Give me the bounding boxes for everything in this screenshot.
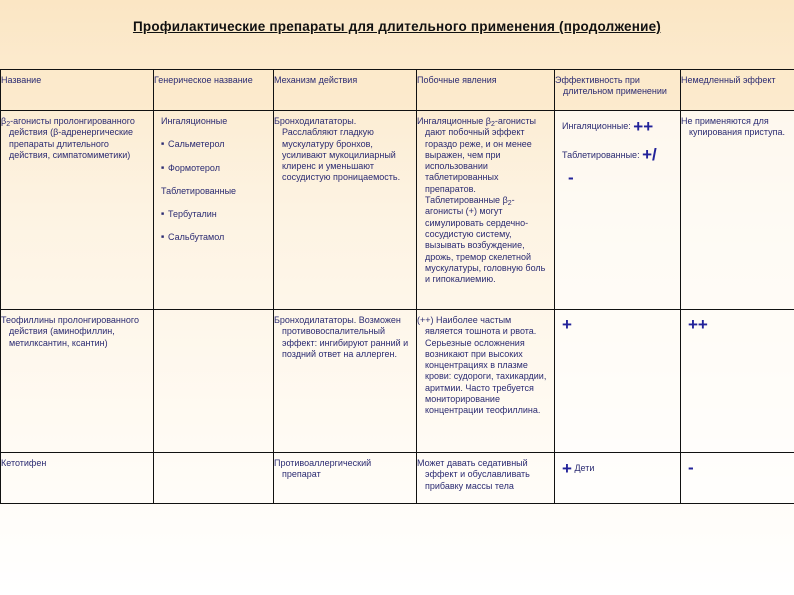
cell-efficacy — [555, 111, 681, 310]
table-row — [1, 111, 794, 310]
cell-generic — [154, 453, 274, 504]
efficacy-line — [562, 458, 674, 479]
cell-immediate — [681, 453, 794, 504]
cell-side-effects: (++) Наиболее частым является тошнота и рвота. Серьезные осложнения возникают при высоких концентрациях в плазме крови: судороги, тахикардии, аритмии. Часто требуется мониторирование концентрации теофиллина. — [417, 310, 555, 453]
header-efficacy: Эффективность при длительном применении — [555, 70, 681, 111]
list-item: ■ Сальбутамол — [161, 232, 267, 243]
rating-mark: - — [688, 458, 694, 477]
group-label: Таблетированные — [161, 185, 237, 196]
cell-immediate: Не применяются для купирования приступа. — [681, 111, 794, 310]
cell-name: Теофиллины пролонгированного действия (аминофиллин, метилксантин, ксантин) — [1, 310, 154, 453]
rating-mark: +/ — [642, 145, 657, 165]
text: Ингаляционные: — [562, 121, 631, 131]
efficacy-note: Дети — [574, 463, 595, 473]
drug-table — [0, 69, 794, 504]
cell-mechanism: Бронходилататоры. Возможен противовоспалительный эффект: ингибируют ранний и поздний ответ на аллерген. — [274, 310, 417, 453]
cell-side-effects — [417, 111, 555, 310]
cell-side-effects: Может давать седативный эффект и обуславливать прибавку массы тела — [417, 453, 555, 504]
header-side-effects: Побочные явления — [417, 70, 555, 111]
list-item: ■ Тербуталин — [161, 209, 267, 220]
cell-generic — [154, 310, 274, 453]
cell-name — [1, 111, 154, 310]
header-immediate: Немедленный эффект — [681, 70, 794, 111]
rating-mark: + — [562, 315, 572, 334]
text: Таблетированные: — [562, 149, 640, 160]
efficacy-line — [562, 116, 674, 137]
text: 2 — [507, 200, 512, 208]
rating-mark: ++ — [688, 315, 708, 334]
efficacy-line — [562, 145, 674, 166]
rating-mark: - — [568, 167, 574, 187]
text: -агонисты дают побочный эффект гораздо реже, и он менее выражен, чем при использовании таблетированных препаратов. Таблетированные β — [425, 116, 537, 206]
slide-title: Профилактические препараты для длительного применения (продолжение) — [132, 19, 662, 34]
header-generic: Генерическое название — [154, 70, 274, 111]
text: Ингаляционные β — [417, 116, 491, 126]
table-header-row — [1, 70, 794, 111]
text: -агонисты пролонгированного действия (β-адренергические препараты длительного действия, симпатомиметики) — [9, 116, 135, 160]
text: 2 — [6, 121, 11, 128]
cell-name: Кетотифен — [1, 453, 154, 504]
rating-mark: ++ — [633, 116, 654, 136]
cell-generic — [154, 111, 274, 310]
list-item: ■ Сальметерол — [161, 139, 267, 150]
table-row — [1, 453, 794, 504]
cell-mechanism: Бронходилататоры. Расслабляют гладкую мускулатуру бронхов, усиливают мукоцилиарный клиренс и уменьшают сосудистую проницаемость. — [274, 111, 417, 310]
rating-mark: + — [562, 458, 572, 478]
text: 2 — [490, 121, 495, 128]
cell-mechanism: Противоаллергический препарат — [274, 453, 417, 504]
cell-efficacy — [555, 310, 681, 453]
header-name: Название — [1, 70, 154, 111]
table-row — [1, 310, 794, 453]
text: -агонисты (+) могут симулировать сердечно-сосудистую систему, вызывать возбуждение, дрожь, тремор скелетной мускулатуры, головную боль и гипокалиемию. — [425, 195, 546, 285]
header-mechanism: Механизм действия — [274, 70, 417, 111]
text: β — [1, 116, 7, 126]
efficacy-line — [562, 167, 674, 188]
cell-efficacy — [555, 453, 681, 504]
cell-immediate — [681, 310, 794, 453]
group-label: Ингаляционные — [161, 116, 228, 126]
list-item: ■ Формотерол — [161, 163, 267, 174]
